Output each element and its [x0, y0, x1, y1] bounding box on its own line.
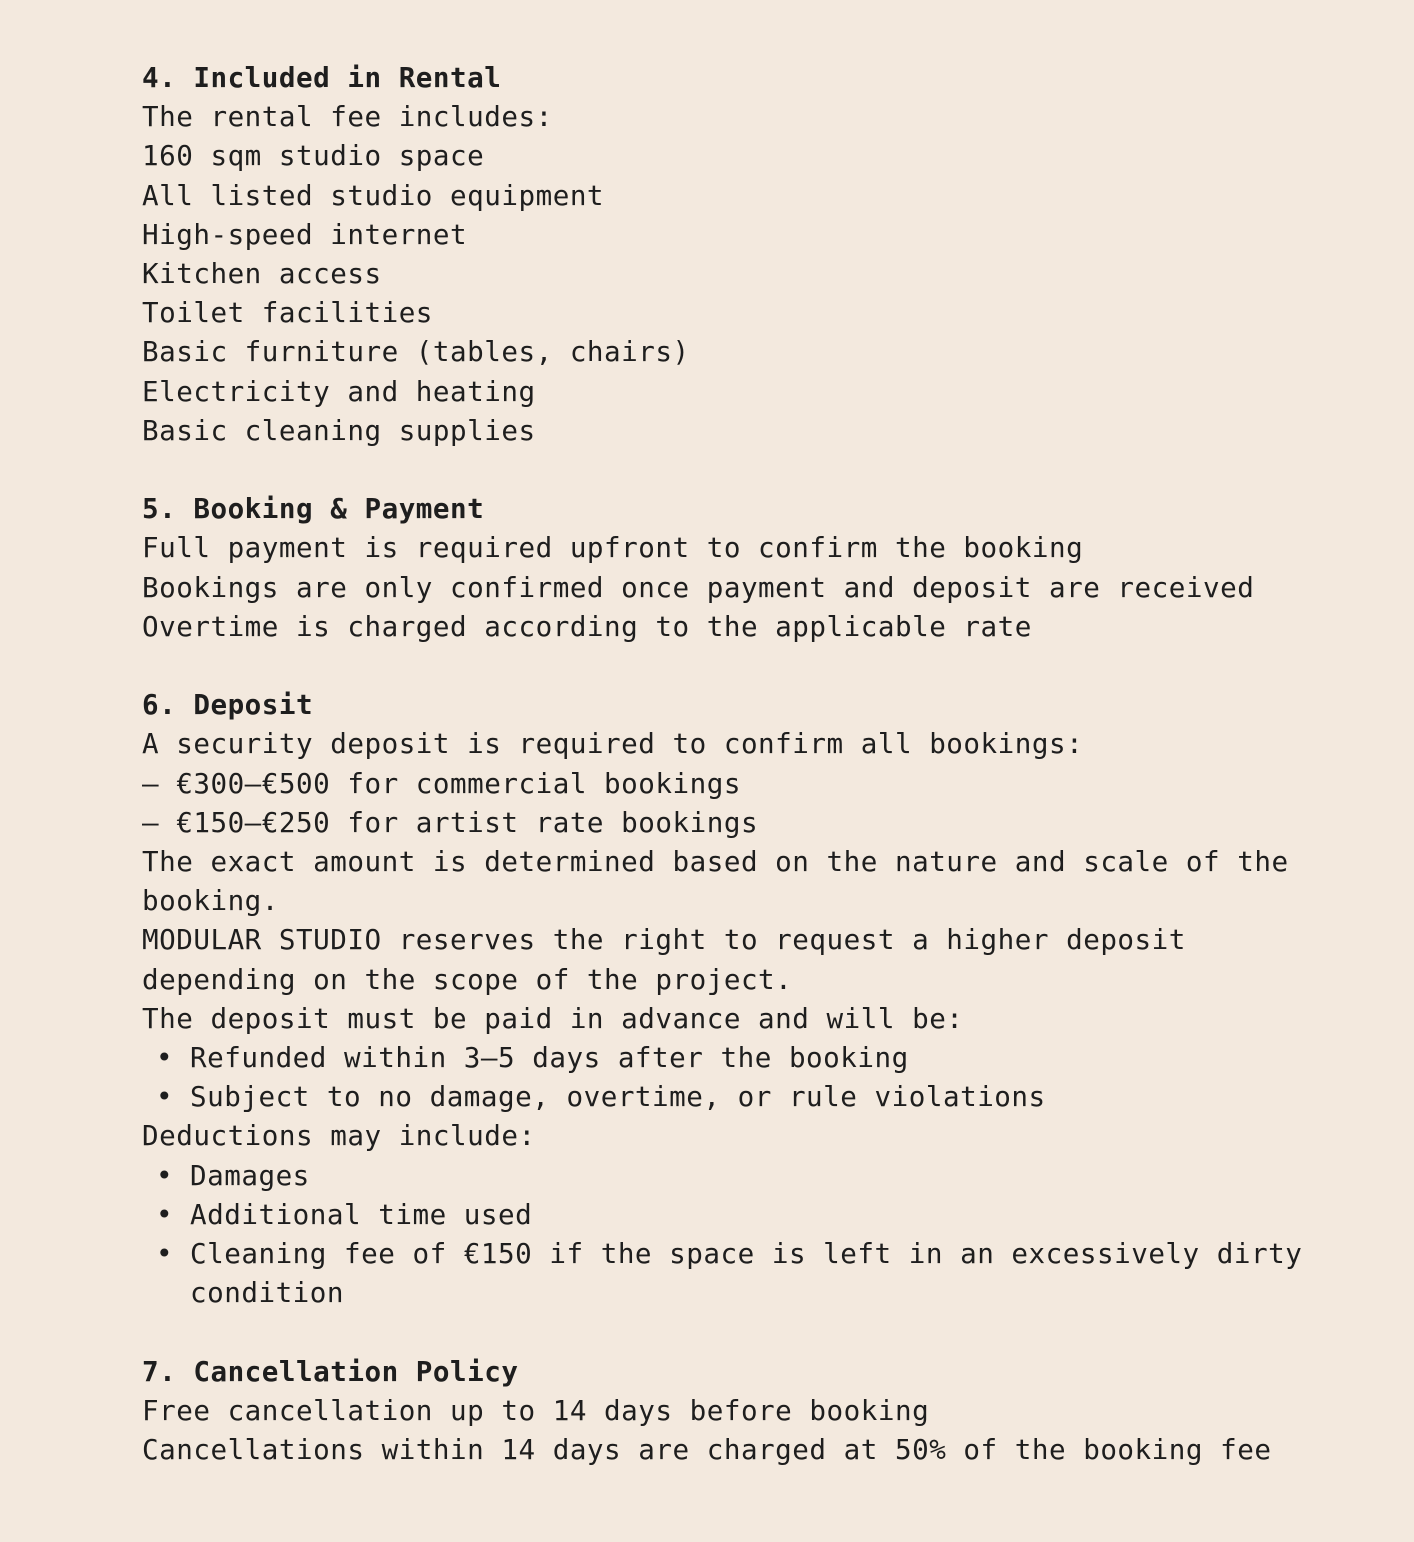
- list-item: • Damages: [142, 1156, 1322, 1195]
- text-line: The deposit must be paid in advance and will be:: [142, 1001, 964, 1035]
- text-line: The exact amount is determined based on the nature and scale of the booking.: [142, 845, 1306, 918]
- refund-conditions-list: [142, 1038, 1322, 1116]
- text-line: Basic furniture (tables, chairs): [142, 335, 690, 369]
- section-booking-payment: [142, 489, 1322, 646]
- section-heading: 4. Included in Rental: [142, 61, 502, 94]
- deductions-list: [142, 1156, 1322, 1313]
- text-line: High-speed internet: [142, 217, 468, 251]
- list-item: • Refunded within 3–5 days after the booking: [142, 1038, 1322, 1077]
- text-line: Toilet facilities: [142, 296, 433, 330]
- text-line: – €300–€500 for commercial bookings: [142, 766, 741, 800]
- text-line: Bookings are only confirmed once payment and deposit are received: [142, 570, 1255, 604]
- text-line: A security deposit is required to confirm all bookings:: [142, 727, 1084, 761]
- section-heading: 7. Cancellation Policy: [142, 1354, 519, 1388]
- section-cancellation-policy: [142, 1352, 1322, 1470]
- text-line: 160 sqm studio space: [142, 139, 485, 173]
- text-line: – €150–€250 for artist rate bookings: [142, 805, 759, 839]
- text-line: Overtime is charged according to the applicable rate: [142, 609, 1032, 643]
- list-item: • Additional time used: [142, 1195, 1322, 1234]
- text-line: The rental fee includes:: [142, 100, 553, 134]
- text-line: Cancellations within 14 days are charged at 50% of the booking fee: [142, 1433, 1272, 1467]
- text-line: Basic cleaning supplies: [142, 413, 536, 447]
- text-line: All listed studio equipment: [142, 178, 605, 212]
- section-heading: 6. Deposit: [142, 688, 314, 722]
- text-line: Free cancellation up to 14 days before booking: [142, 1393, 930, 1427]
- text-line: MODULAR STUDIO reserves the right to request a higher deposit depending on the scope of the project.: [142, 923, 1204, 996]
- section-included-in-rental: [142, 58, 1322, 450]
- list-item: • Cleaning fee of €150 if the space is left in an excessively dirty condition: [142, 1234, 1322, 1312]
- list-item: • Subject to no damage, overtime, or rule violations: [142, 1077, 1322, 1116]
- text-line: Deductions may include:: [142, 1119, 536, 1153]
- text-line: Kitchen access: [142, 257, 382, 291]
- section-deposit: [142, 685, 1322, 1312]
- rental-terms-document: [142, 58, 1322, 1469]
- text-line: Electricity and heating: [142, 374, 536, 408]
- text-line: Full payment is required upfront to confirm the booking: [142, 531, 1084, 565]
- section-heading: 5. Booking & Payment: [142, 492, 485, 526]
